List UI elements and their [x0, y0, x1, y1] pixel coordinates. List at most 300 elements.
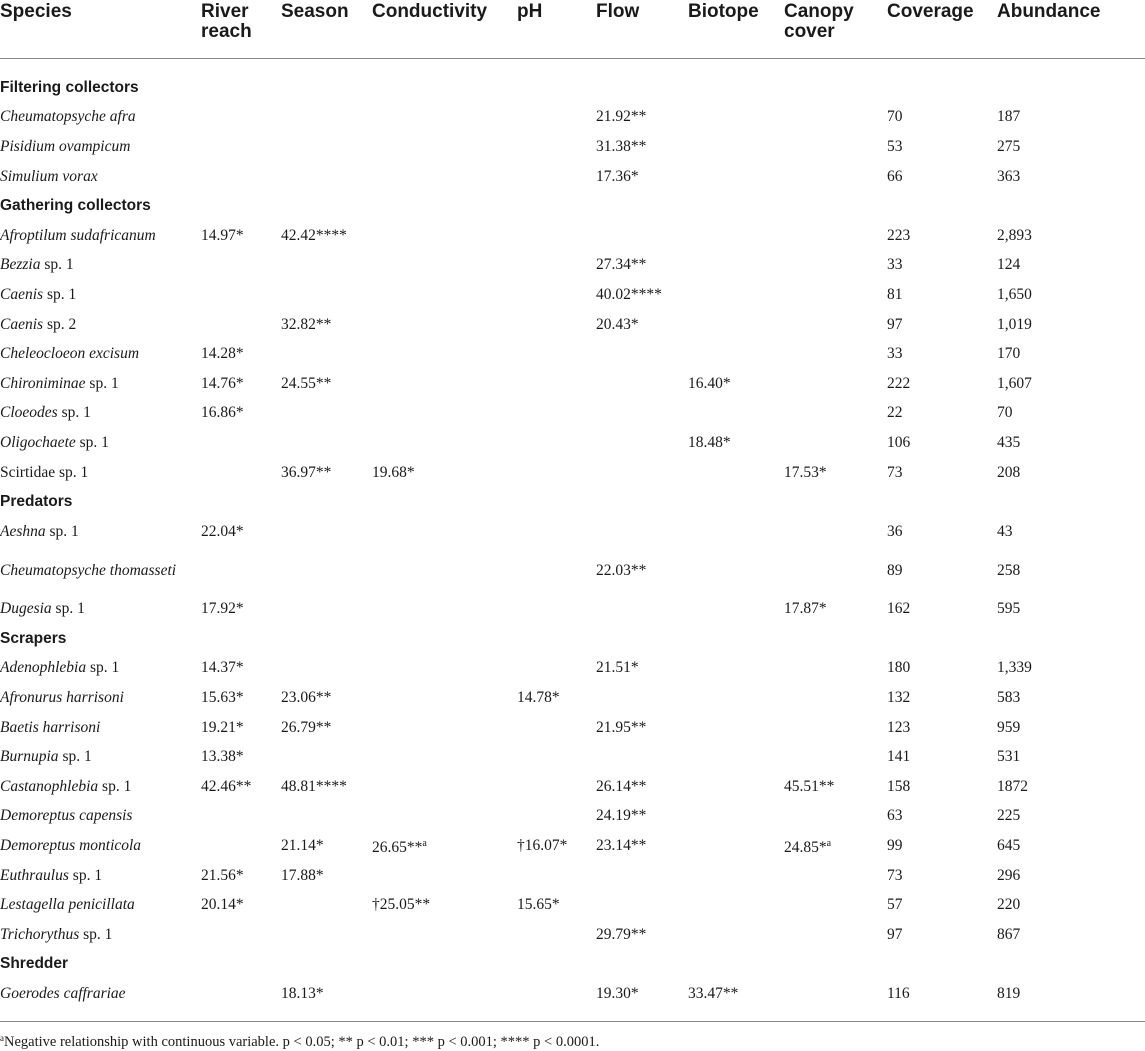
table-row	[0, 280, 1145, 310]
value-cell	[596, 162, 688, 192]
value-cell	[201, 772, 281, 802]
value-cell	[517, 428, 596, 458]
value-cell	[201, 280, 281, 310]
value-cell	[281, 890, 372, 920]
table-row	[0, 369, 1145, 399]
cell-value: 1,650	[997, 285, 1032, 303]
cell-value: 36.97**	[281, 463, 332, 481]
value-cell	[517, 831, 596, 861]
cell-value: 595	[997, 600, 1021, 618]
cell-value: 21.56*	[201, 866, 244, 884]
value-cell	[281, 654, 372, 684]
species-name: Aeshna	[0, 522, 46, 540]
species-cell	[0, 890, 201, 920]
value-cell	[281, 861, 372, 891]
cell-value: 23.14**	[596, 837, 647, 855]
value-cell	[887, 890, 997, 920]
value-cell	[281, 595, 372, 625]
value-cell	[887, 458, 997, 488]
cell-value: 22.03**	[596, 561, 647, 579]
value-cell	[688, 162, 784, 192]
value-cell	[201, 399, 281, 429]
cell-value: 583	[997, 689, 1021, 707]
value-cell	[997, 772, 1145, 802]
value-cell	[688, 861, 784, 891]
value-cell	[596, 802, 688, 832]
value-cell	[688, 339, 784, 369]
cell-value: 43	[997, 522, 1013, 540]
value-cell	[201, 683, 281, 713]
species-cell	[0, 339, 201, 369]
cell-value: †16.07*	[517, 837, 568, 855]
value-cell	[201, 831, 281, 861]
species-suffix: sp. 1	[79, 925, 113, 943]
cell-value: 14.97*	[201, 226, 244, 244]
group-label: Filtering collectors	[0, 78, 139, 96]
table-row	[0, 132, 1145, 162]
cell-value: 15.63*	[201, 689, 244, 707]
cell-value: 73	[887, 463, 903, 481]
species-cell	[0, 713, 201, 743]
value-cell	[784, 310, 887, 340]
cell-value: 223	[887, 226, 911, 244]
value-cell	[596, 369, 688, 399]
value-cell	[688, 802, 784, 832]
cell-value: 20.43*	[596, 315, 639, 333]
value-cell	[997, 221, 1145, 251]
value-cell	[688, 251, 784, 281]
col-species: Species	[0, 0, 201, 58]
value-cell	[997, 458, 1145, 488]
value-cell	[281, 547, 372, 595]
value-cell	[784, 683, 887, 713]
value-cell	[688, 103, 784, 133]
value-cell	[887, 683, 997, 713]
species-name: Lestagella penicillata	[0, 896, 135, 914]
value-cell	[281, 251, 372, 281]
value-cell	[784, 742, 887, 772]
value-cell	[281, 310, 372, 340]
value-cell	[887, 772, 997, 802]
value-cell	[201, 132, 281, 162]
cell-value: 225	[997, 807, 1021, 825]
species-name: Cheumatopsyche afra	[0, 108, 136, 126]
species-cell	[0, 979, 201, 1009]
cell-value: 24.55**	[281, 374, 332, 392]
cell-value: 26.65**	[372, 839, 423, 857]
value-cell	[784, 132, 887, 162]
species-cell	[0, 132, 201, 162]
value-cell	[784, 103, 887, 133]
value-cell	[596, 251, 688, 281]
value-cell	[517, 861, 596, 891]
value-cell	[201, 162, 281, 192]
value-cell	[688, 920, 784, 950]
cell-value: 187	[997, 108, 1021, 126]
cell-value: 99	[887, 837, 903, 855]
table-row	[0, 920, 1145, 950]
value-cell	[688, 683, 784, 713]
table-row	[0, 595, 1145, 625]
species-name: Dugesia	[0, 600, 52, 618]
value-cell	[281, 280, 372, 310]
value-cell	[887, 132, 997, 162]
col-canopy-cover: Canopy cover	[784, 0, 887, 58]
value-cell	[784, 772, 887, 802]
cell-value: 29.79**	[596, 925, 647, 943]
table-row	[0, 162, 1145, 192]
value-cell	[997, 890, 1145, 920]
cell-value: 81	[887, 285, 903, 303]
value-cell	[372, 547, 517, 595]
species-cell	[0, 654, 201, 684]
species-name: Chironiminae	[0, 374, 86, 392]
value-cell	[281, 802, 372, 832]
cell-value: 18.13*	[281, 985, 324, 1003]
value-cell	[784, 979, 887, 1009]
table-row	[0, 979, 1145, 1009]
value-cell	[372, 654, 517, 684]
value-cell	[997, 369, 1145, 399]
cell-value: 22	[887, 404, 903, 422]
value-cell	[517, 221, 596, 251]
value-cell	[784, 339, 887, 369]
value-cell	[201, 547, 281, 595]
value-cell	[887, 654, 997, 684]
table-header	[0, 0, 1145, 58]
col-conductivity: Conductivity	[372, 0, 517, 58]
value-cell	[201, 742, 281, 772]
value-cell	[887, 517, 997, 547]
value-cell	[784, 221, 887, 251]
value-cell	[997, 713, 1145, 743]
cell-value: 73	[887, 866, 903, 884]
value-cell	[281, 221, 372, 251]
cell-value: 16.40*	[688, 374, 731, 392]
value-cell	[201, 890, 281, 920]
table-row	[0, 428, 1145, 458]
species-cell	[0, 369, 201, 399]
value-cell	[201, 103, 281, 133]
value-cell	[688, 132, 784, 162]
table-row	[0, 683, 1145, 713]
value-cell	[281, 339, 372, 369]
value-cell	[517, 979, 596, 1009]
species-name: Afronurus harrisoni	[0, 689, 124, 707]
cell-value: 220	[997, 896, 1021, 914]
value-cell	[281, 369, 372, 399]
value-cell	[688, 428, 784, 458]
value-cell	[372, 742, 517, 772]
value-cell	[372, 428, 517, 458]
value-cell	[784, 920, 887, 950]
value-cell	[517, 683, 596, 713]
value-cell	[517, 310, 596, 340]
cell-value: 435	[997, 433, 1021, 451]
value-cell	[887, 428, 997, 458]
value-cell	[887, 595, 997, 625]
cell-value: 32.82**	[281, 315, 332, 333]
value-cell	[517, 132, 596, 162]
species-cell	[0, 221, 201, 251]
col-abundance: Abundance	[997, 0, 1145, 58]
value-cell	[784, 890, 887, 920]
cell-value: 2,893	[997, 226, 1032, 244]
value-cell	[517, 280, 596, 310]
cell-value: 531	[997, 748, 1021, 766]
value-cell	[372, 713, 517, 743]
table-row	[0, 772, 1145, 802]
value-cell	[596, 861, 688, 891]
species-suffix: sp. 1	[51, 600, 85, 618]
value-cell	[372, 979, 517, 1009]
cell-value: 123	[887, 718, 911, 736]
value-cell	[596, 547, 688, 595]
value-cell	[688, 713, 784, 743]
value-cell	[372, 458, 517, 488]
value-cell	[281, 713, 372, 743]
value-cell	[201, 251, 281, 281]
table-row	[0, 654, 1145, 684]
value-cell	[372, 280, 517, 310]
value-cell	[517, 595, 596, 625]
cell-value: 170	[997, 345, 1021, 363]
cell-value: 40.02****	[596, 285, 662, 303]
table-row	[0, 742, 1145, 772]
value-cell	[596, 132, 688, 162]
value-cell	[517, 772, 596, 802]
value-cell	[201, 310, 281, 340]
value-cell	[688, 221, 784, 251]
cell-value: 19.21*	[201, 718, 244, 736]
value-cell	[784, 547, 887, 595]
header-row	[0, 0, 1145, 58]
species-name: Caenis	[0, 315, 44, 333]
value-cell	[372, 310, 517, 340]
species-cell	[0, 103, 201, 133]
value-cell	[688, 595, 784, 625]
col-season: Season	[281, 0, 372, 58]
value-cell	[517, 339, 596, 369]
value-cell	[372, 802, 517, 832]
value-cell	[281, 920, 372, 950]
cell-value: 18.48*	[688, 433, 731, 451]
cell-value: 19.68*	[372, 463, 415, 481]
species-cell	[0, 861, 201, 891]
value-cell	[372, 103, 517, 133]
cell-value: 17.36*	[596, 167, 639, 185]
value-cell	[201, 861, 281, 891]
table-row	[0, 251, 1145, 281]
species-suffix: sp. 1	[57, 404, 91, 422]
cell-value: 1,019	[997, 315, 1032, 333]
species-name: Simulium vorax	[0, 167, 98, 185]
cell-value: 70	[887, 108, 903, 126]
species-cell	[0, 772, 201, 802]
cell-value: 132	[887, 689, 911, 707]
table-row	[0, 339, 1145, 369]
value-cell	[372, 339, 517, 369]
value-cell	[997, 280, 1145, 310]
cell-value: 33.47**	[688, 985, 739, 1003]
value-cell	[784, 861, 887, 891]
value-cell	[201, 458, 281, 488]
cell-value: 23.06**	[281, 689, 332, 707]
value-cell	[887, 802, 997, 832]
species-cell	[0, 517, 201, 547]
species-name: Trichorythus	[0, 925, 80, 943]
species-name: Bezzia	[0, 256, 41, 274]
value-cell	[997, 742, 1145, 772]
species-cell	[0, 280, 201, 310]
value-cell	[281, 132, 372, 162]
value-cell	[688, 742, 784, 772]
species-cell	[0, 683, 201, 713]
cell-value: 1,339	[997, 659, 1032, 677]
value-cell	[784, 251, 887, 281]
species-suffix: sp. 1	[98, 777, 132, 795]
value-cell	[596, 772, 688, 802]
value-cell	[201, 654, 281, 684]
col-river-reach: River reach	[201, 0, 281, 58]
value-cell	[596, 742, 688, 772]
col-biotope: Biotope	[688, 0, 784, 58]
value-cell	[201, 339, 281, 369]
value-cell	[887, 162, 997, 192]
value-cell	[887, 221, 997, 251]
species-cell	[0, 831, 201, 861]
table-row	[0, 861, 1145, 891]
value-cell	[887, 742, 997, 772]
table-row	[0, 547, 1145, 595]
value-cell	[997, 831, 1145, 861]
value-cell	[372, 683, 517, 713]
value-cell	[997, 132, 1145, 162]
value-cell	[784, 802, 887, 832]
value-cell	[596, 654, 688, 684]
value-cell	[596, 310, 688, 340]
value-cell	[517, 458, 596, 488]
cell-value: 14.28*	[201, 345, 244, 363]
value-cell	[784, 428, 887, 458]
value-cell	[997, 339, 1145, 369]
value-cell	[688, 831, 784, 861]
value-cell	[596, 713, 688, 743]
value-cell	[517, 251, 596, 281]
value-cell	[784, 369, 887, 399]
value-cell	[372, 221, 517, 251]
species-name: Pisidium ovampicum	[0, 137, 131, 155]
value-cell	[887, 251, 997, 281]
value-cell	[997, 162, 1145, 192]
species-name: Oligochaete	[0, 433, 76, 451]
value-cell	[281, 458, 372, 488]
value-cell	[784, 654, 887, 684]
table-row	[0, 802, 1145, 832]
cell-value: 363	[997, 167, 1021, 185]
species-name: Goerodes caffrariae	[0, 985, 126, 1003]
value-cell	[372, 132, 517, 162]
cell-value: 17.88*	[281, 866, 324, 884]
value-cell	[372, 369, 517, 399]
value-cell	[201, 713, 281, 743]
value-cell	[372, 890, 517, 920]
species-name: Adenophlebia	[0, 659, 87, 677]
value-cell	[784, 713, 887, 743]
cell-value: 45.51**	[784, 777, 835, 795]
cell-value: 42.42****	[281, 226, 347, 244]
value-cell	[201, 920, 281, 950]
value-cell	[887, 920, 997, 950]
cell-value: 21.95**	[596, 718, 647, 736]
value-cell	[688, 280, 784, 310]
value-cell	[596, 103, 688, 133]
value-cell	[596, 399, 688, 429]
value-cell	[997, 547, 1145, 595]
cell-value: 22.04*	[201, 522, 244, 540]
table-row	[0, 399, 1145, 429]
cell-value: 24.19**	[596, 807, 647, 825]
species-name: Cloeodes	[0, 404, 58, 422]
value-cell	[372, 861, 517, 891]
value-cell	[372, 251, 517, 281]
value-cell	[784, 399, 887, 429]
value-cell	[372, 595, 517, 625]
cell-value: 645	[997, 837, 1021, 855]
value-cell	[887, 979, 997, 1009]
cell-value: 31.38**	[596, 137, 647, 155]
cell-value: 21.14*	[281, 837, 324, 855]
cell-value: 14.37*	[201, 659, 244, 677]
value-cell	[517, 742, 596, 772]
value-cell	[201, 595, 281, 625]
species-cell	[0, 595, 201, 625]
value-cell	[517, 369, 596, 399]
cell-value: 124	[997, 256, 1021, 274]
cell-value: 296	[997, 866, 1021, 884]
species-name: Cheumatopsyche thomasseti	[0, 561, 177, 579]
cell-value: 33	[887, 256, 903, 274]
group-row	[0, 624, 1145, 654]
value-cell	[201, 221, 281, 251]
value-cell	[517, 547, 596, 595]
species-name: Baetis harrisoni	[0, 718, 101, 736]
value-cell	[281, 162, 372, 192]
group-label: Scrapers	[0, 629, 67, 647]
cell-value: 26.79**	[281, 718, 332, 736]
cell-value: 158	[887, 777, 911, 795]
cell-value: 17.53*	[784, 463, 827, 481]
value-cell	[201, 517, 281, 547]
species-name: Burnupia	[0, 748, 59, 766]
value-cell	[517, 802, 596, 832]
value-cell	[997, 920, 1145, 950]
species-cell	[0, 162, 201, 192]
cell-value: 70	[997, 404, 1013, 422]
value-cell	[281, 103, 372, 133]
value-cell	[688, 369, 784, 399]
value-cell	[688, 547, 784, 595]
table-body	[0, 58, 1145, 1009]
cell-value: †25.05**	[372, 896, 431, 914]
cell-value: 97	[887, 925, 903, 943]
value-cell	[887, 369, 997, 399]
value-cell	[997, 683, 1145, 713]
cell-value: 66	[887, 167, 903, 185]
cell-value: 57	[887, 896, 903, 914]
cell-value: 21.51*	[596, 659, 639, 677]
cell-value: 222	[887, 374, 911, 392]
